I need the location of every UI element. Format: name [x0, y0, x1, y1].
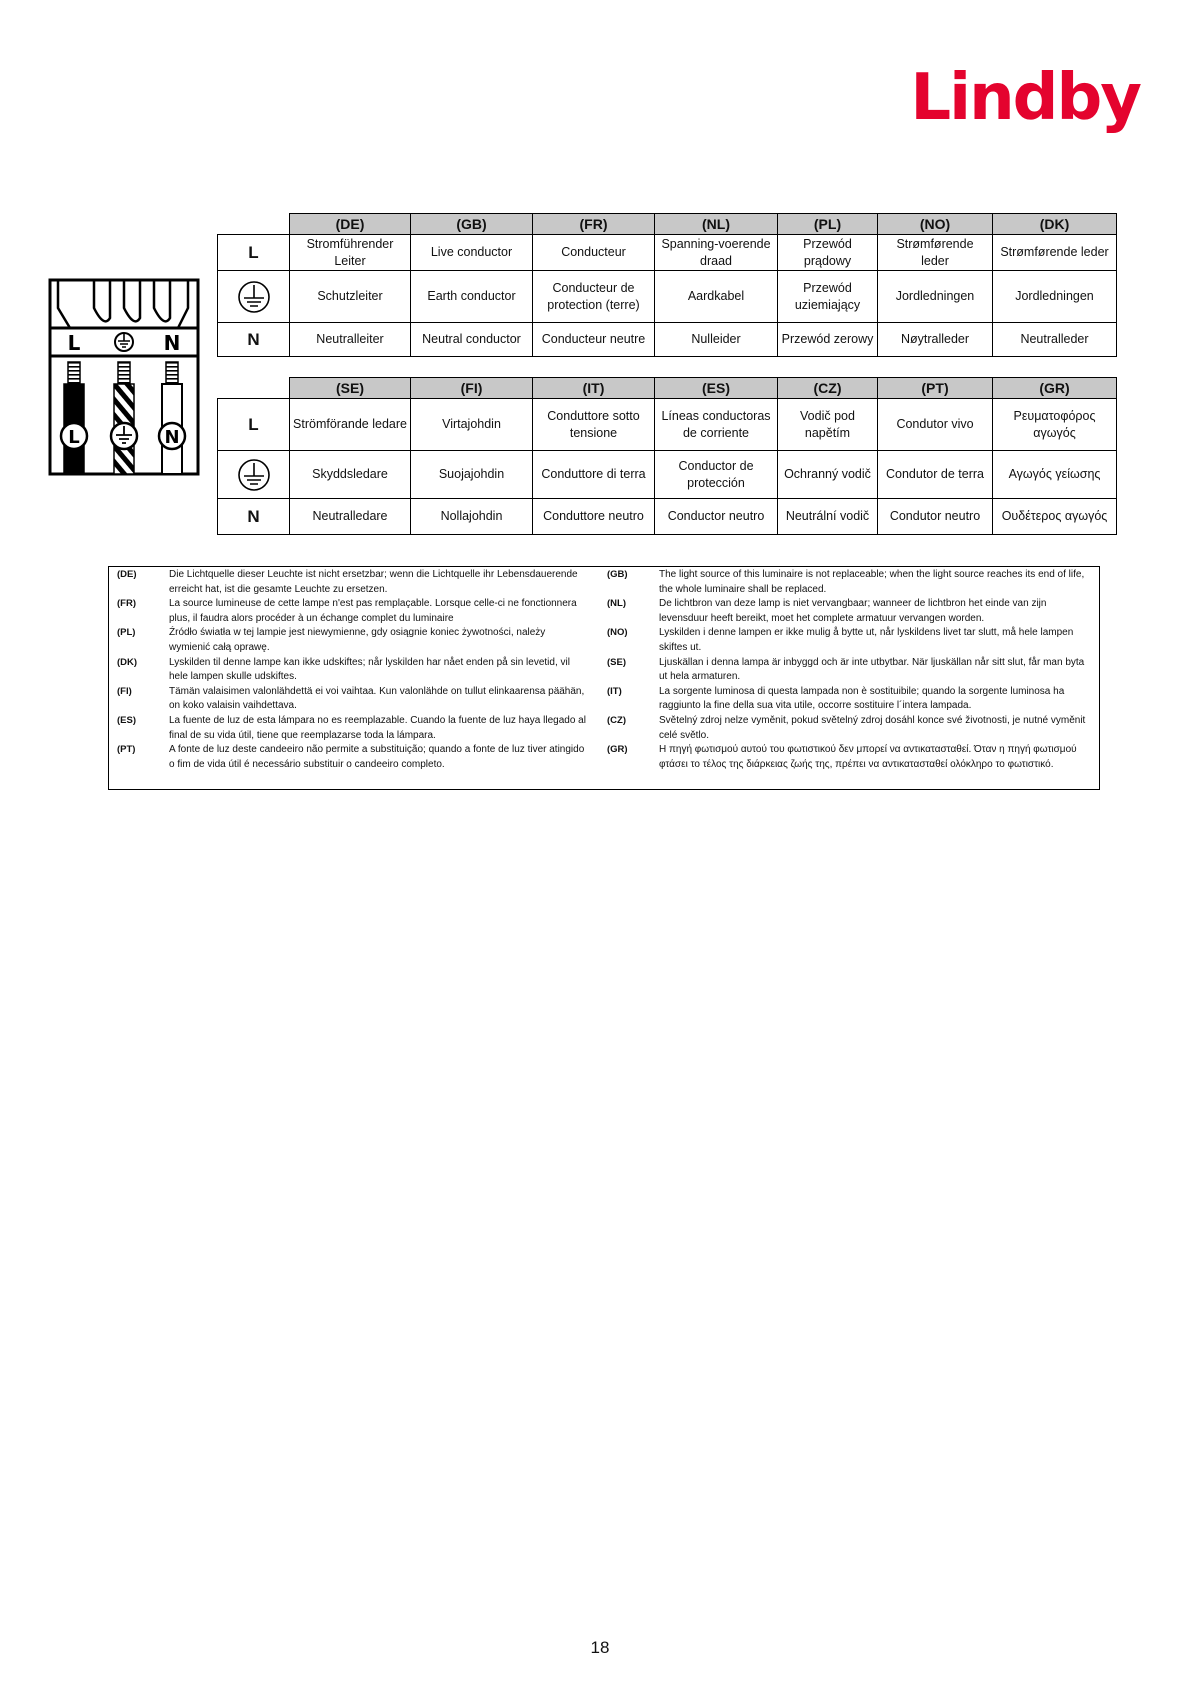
note-language-code: (GR)	[607, 744, 628, 756]
note-item	[117, 685, 587, 714]
header-cell: (DK)	[993, 214, 1117, 235]
note-language-code: (IT)	[607, 685, 622, 697]
table-cell: Neutralleiter	[290, 323, 411, 357]
note-text: Tämän valaisimen valonlähdettä ei voi vaihtaa. Kun valonlähde on tullut elinkaarensa päähän, on koko valaisin vaihdettava.	[169, 685, 585, 712]
header-cell: (CZ)	[778, 378, 878, 399]
table-cell: Neutralleder	[993, 323, 1117, 357]
header-cell: (IT)	[533, 378, 655, 399]
table-cell: Neutrální vodič	[778, 499, 878, 535]
symbol-earth	[218, 271, 290, 323]
wire-earth-icon	[111, 423, 137, 449]
symbol-neutral: N	[218, 323, 290, 357]
table-cell: Conducteur	[533, 235, 655, 271]
table-row	[218, 271, 1117, 323]
note-language-code: (NO)	[607, 627, 628, 639]
note-language-code: (PT)	[117, 744, 136, 756]
earth-icon	[237, 458, 271, 492]
note-item	[607, 714, 1095, 743]
table-row	[218, 499, 1117, 535]
light-source-notes	[108, 566, 1100, 790]
header-cell: (FR)	[533, 214, 655, 235]
header-blank	[218, 214, 290, 235]
header-cell: (PT)	[878, 378, 993, 399]
note-item	[607, 743, 1095, 772]
note-text: La fuente de luz de esta lámpara no es reemplazable. Cuando la fuente de luz haya llegado al final de su vida útil, tiene que reemplazarse toda la lámpara.	[169, 714, 586, 741]
table-cell: Skyddsledare	[290, 451, 411, 499]
table-cell: Nøytralleder	[878, 323, 993, 357]
note-item	[607, 626, 1095, 655]
note-item	[117, 743, 587, 772]
note-item	[117, 656, 587, 685]
header-cell: (FI)	[411, 378, 533, 399]
note-text: Lyskilden til denne lampe kan ikke udskiftes; når lyskilden har nået enden på sin levetid, vil hele lampen skulle udskiftes.	[169, 656, 570, 683]
note-language-code: (FR)	[117, 598, 136, 610]
brand-logo: Lindby	[910, 61, 1140, 135]
symbol-neutral: N	[218, 499, 290, 535]
note-language-code: (FI)	[117, 685, 132, 697]
table-cell: Virtajohdin	[411, 399, 533, 451]
notes-column-left	[117, 568, 587, 772]
header-cell: (NO)	[878, 214, 993, 235]
note-item	[117, 597, 587, 626]
symbol-live: L	[218, 235, 290, 271]
table-cell: Aardkabel	[655, 271, 778, 323]
note-item	[117, 626, 587, 655]
table-cell: Conductor neutro	[655, 499, 778, 535]
table-cell: Stromführender Leiter	[290, 235, 411, 271]
table-cell: Neutralledare	[290, 499, 411, 535]
table-cell: Líneas conductoras de corriente	[655, 399, 778, 451]
symbol-earth	[218, 451, 290, 499]
note-text: Světelný zdroj nelze vyměnit, pokud světelný zdroj dosáhl konce své životnosti, je nutné vyměnit celé světlo.	[659, 714, 1086, 741]
note-language-code: (NL)	[607, 598, 626, 610]
note-text: De lichtbron van deze lamp is niet vervangbaar; wanneer de lichtbron het einde van zijn levensduur heeft bereikt, moet het complete armatuur vervangen worden.	[659, 598, 1047, 624]
table-cell: Condutor de terra	[878, 451, 993, 499]
table-cell: Neutral conductor	[411, 323, 533, 357]
wire-label-n: N	[164, 427, 180, 448]
table-cell: Spanning-voerende draad	[655, 235, 778, 271]
table-cell: Ουδέτερος αγωγός	[993, 499, 1117, 535]
table-row	[218, 235, 1117, 271]
note-language-code: (PL)	[117, 627, 136, 639]
terminal-label-l: L	[67, 331, 81, 355]
note-item	[607, 685, 1095, 714]
header-cell: (ES)	[655, 378, 778, 399]
note-text: Źródło światła w tej lampie jest niewymienne, gdy osiągnie koniec żywotności, należy wymienić całą oprawę.	[169, 627, 546, 653]
note-language-code: (GB)	[607, 569, 628, 580]
note-text: Ljuskällan i denna lampa är inbyggd och är inte utbytbar. När ljuskällan når sitt slut, får man byta ut hela armaturen.	[659, 656, 1085, 683]
wire-label-l: L	[68, 427, 80, 448]
earth-icon	[237, 280, 271, 314]
note-text: A fonte de luz deste candeeiro não permite a substituição; quando a fonte de luz tiver atingido o fim de vida útil é necessário substituir o candeeiro completo.	[169, 744, 585, 770]
note-item	[607, 656, 1095, 685]
table-cell: Live conductor	[411, 235, 533, 271]
note-item	[607, 568, 1095, 597]
table-cell: Strömförande ledare	[290, 399, 411, 451]
table-cell: Earth conductor	[411, 271, 533, 323]
table-cell: Conductor de protección	[655, 451, 778, 499]
conductor-table-1	[217, 213, 1117, 357]
table-header-row	[218, 378, 1117, 399]
table-row	[218, 451, 1117, 499]
note-text: La source lumineuse de cette lampe n'est pas remplaçable. Lorsque celle-ci ne fonctionnera plus, il faudra alors procéder à un échange complet du luminaire	[169, 598, 577, 624]
header-cell: (GB)	[411, 214, 533, 235]
table-cell: Ochranný vodič	[778, 451, 878, 499]
terminal-label-n: N	[163, 331, 181, 355]
note-language-code: (SE)	[607, 656, 626, 668]
table-cell: Suojajohdin	[411, 451, 533, 499]
table-cell: Jordledningen	[878, 271, 993, 323]
symbol-live: L	[218, 399, 290, 451]
terminal-earth-icon	[115, 333, 133, 351]
header-cell: (GR)	[993, 378, 1117, 399]
table-cell: Αγωγός γείωσης	[993, 451, 1117, 499]
header-cell: (PL)	[778, 214, 878, 235]
table-cell: Schutzleiter	[290, 271, 411, 323]
note-language-code: (DK)	[117, 656, 138, 668]
header-cell: (SE)	[290, 378, 411, 399]
table-cell: Strømførende leder	[993, 235, 1117, 271]
header-cell: (NL)	[655, 214, 778, 235]
table-cell: Vodič pod napětím	[778, 399, 878, 451]
note-item	[607, 597, 1095, 626]
note-text: Die Lichtquelle dieser Leuchte ist nicht ersetzbar; wenn die Lichtquelle ihr Lebensdauerende erreicht hat, ist die gesamte Leuchte zu ersetzen.	[169, 569, 578, 595]
table-cell: Conduttore di terra	[533, 451, 655, 499]
table-cell: Condutor vivo	[878, 399, 993, 451]
notes-column-right	[607, 568, 1095, 772]
note-text: La sorgente luminosa di questa lampada non è sostituibile; quando la sorgente luminosa ha raggiunto la fine della sua vita utile, occorre sostituire l´intera lampada.	[659, 685, 1065, 712]
table-cell: Conduttore sotto tensione	[533, 399, 655, 451]
table-cell: Conduttore neutro	[533, 499, 655, 535]
table-cell: Przewód prądowy	[778, 235, 878, 271]
table-cell: Jordledningen	[993, 271, 1117, 323]
note-text: Lyskilden i denne lampen er ikke mulig å bytte ut, når lyskildens livet tar slutt, må hele lampen skiftes ut.	[659, 627, 1074, 653]
table-cell: Przewód uziemiający	[778, 271, 878, 323]
table-cell: Conducteur de protection (terre)	[533, 271, 655, 323]
table-cell: Nulleider	[655, 323, 778, 357]
note-text: The light source of this luminaire is not replaceable; when the light source reaches its end of life, the whole luminaire shall be replaced.	[659, 569, 1085, 595]
table-cell: Ρευματοφόρος αγωγός	[993, 399, 1117, 451]
terminal-block-diagram	[48, 278, 200, 476]
page-number: 18	[590, 1638, 610, 1657]
header-cell: (DE)	[290, 214, 411, 235]
note-item	[117, 568, 587, 597]
note-language-code: (DE)	[117, 569, 137, 580]
table-row	[218, 323, 1117, 357]
header-blank	[218, 378, 290, 399]
conductor-table-2	[217, 377, 1117, 535]
table-cell: Przewód zerowy	[778, 323, 878, 357]
table-cell: Nollajohdin	[411, 499, 533, 535]
note-text: Η πηγή φωτισμού αυτού του φωτιστικού δεν μπορεί να αντικατασταθεί. Όταν η πηγή φωτισμού φτάσει το τέλος της διάρκειας ζωής της, πρέπει να αντικατασταθεί ολόκληρο το φωτιστικό.	[659, 744, 1077, 770]
table-cell: Strømførende leder	[878, 235, 993, 271]
note-language-code: (ES)	[117, 714, 136, 726]
note-item	[117, 714, 587, 743]
note-language-code: (CZ)	[607, 714, 626, 726]
table-cell: Condutor neutro	[878, 499, 993, 535]
table-header-row	[218, 214, 1117, 235]
table-row	[218, 399, 1117, 451]
table-cell: Conducteur neutre	[533, 323, 655, 357]
